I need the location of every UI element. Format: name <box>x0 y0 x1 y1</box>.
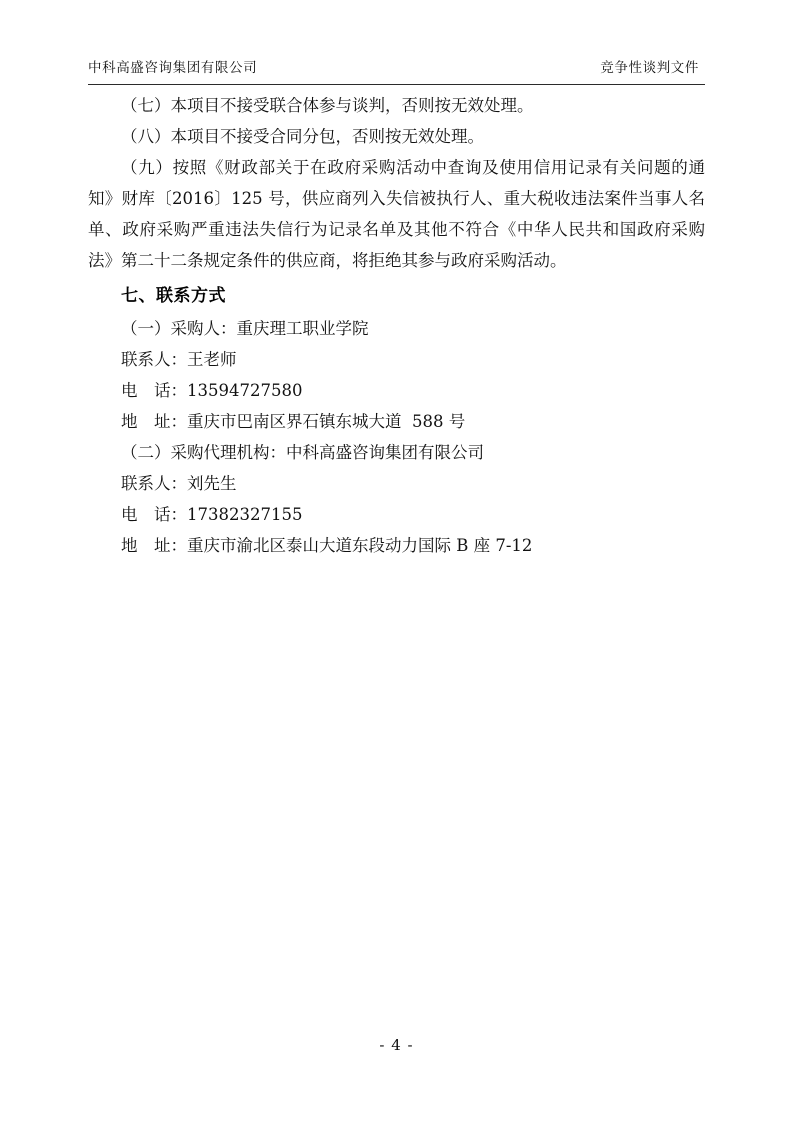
contact-agency-phone: 电 话：17382327155 <box>121 505 303 524</box>
page-header <box>88 56 705 76</box>
contact-purchaser-phone: 电 话：13594727580 <box>121 381 303 400</box>
header-document-type: 竞争性谈判文件 <box>600 60 699 76</box>
header-company-name: 中科高盛咨询集团有限公司 <box>88 60 258 76</box>
document-content <box>88 90 705 561</box>
page-number: - 4 - <box>379 1036 414 1054</box>
clause-item-8: （八）本项目不接受合同分包，否则按无效处理。 <box>121 127 484 146</box>
contact-purchaser-person: 联系人：王老师 <box>121 350 237 369</box>
page-footer <box>0 1036 793 1054</box>
clause-item-9: （九）按照《财政部关于在政府采购活动中查询及使用信用记录有关问题的通知》财库〔2016〕125 号，供应商列入失信被执行人、重大税收违法案件当事人名单、政府采购严重违法失信行为记录名单及其他不符合《中华人民共和国政府采购法》第二十二条规定条件的供应商，将拒绝其参与政府采购活动。 <box>88 158 705 270</box>
contact-agency: （二）采购代理机构：中科高盛咨询集团有限公司 <box>121 443 484 462</box>
section-heading-contact: 七、联系方式 <box>121 286 226 306</box>
header-divider <box>88 84 705 85</box>
contact-purchaser-address: 地 址：重庆市巴南区界石镇东城大道 588 号 <box>121 412 466 431</box>
clause-item-7: （七）本项目不接受联合体参与谈判，否则按无效处理。 <box>121 96 534 115</box>
contact-purchaser: （一）采购人：重庆理工职业学院 <box>121 319 369 338</box>
contact-agency-address: 地 址：重庆市渝北区泰山大道东段动力国际 B 座 7-12 <box>121 536 533 555</box>
contact-agency-person: 联系人：刘先生 <box>121 474 237 493</box>
